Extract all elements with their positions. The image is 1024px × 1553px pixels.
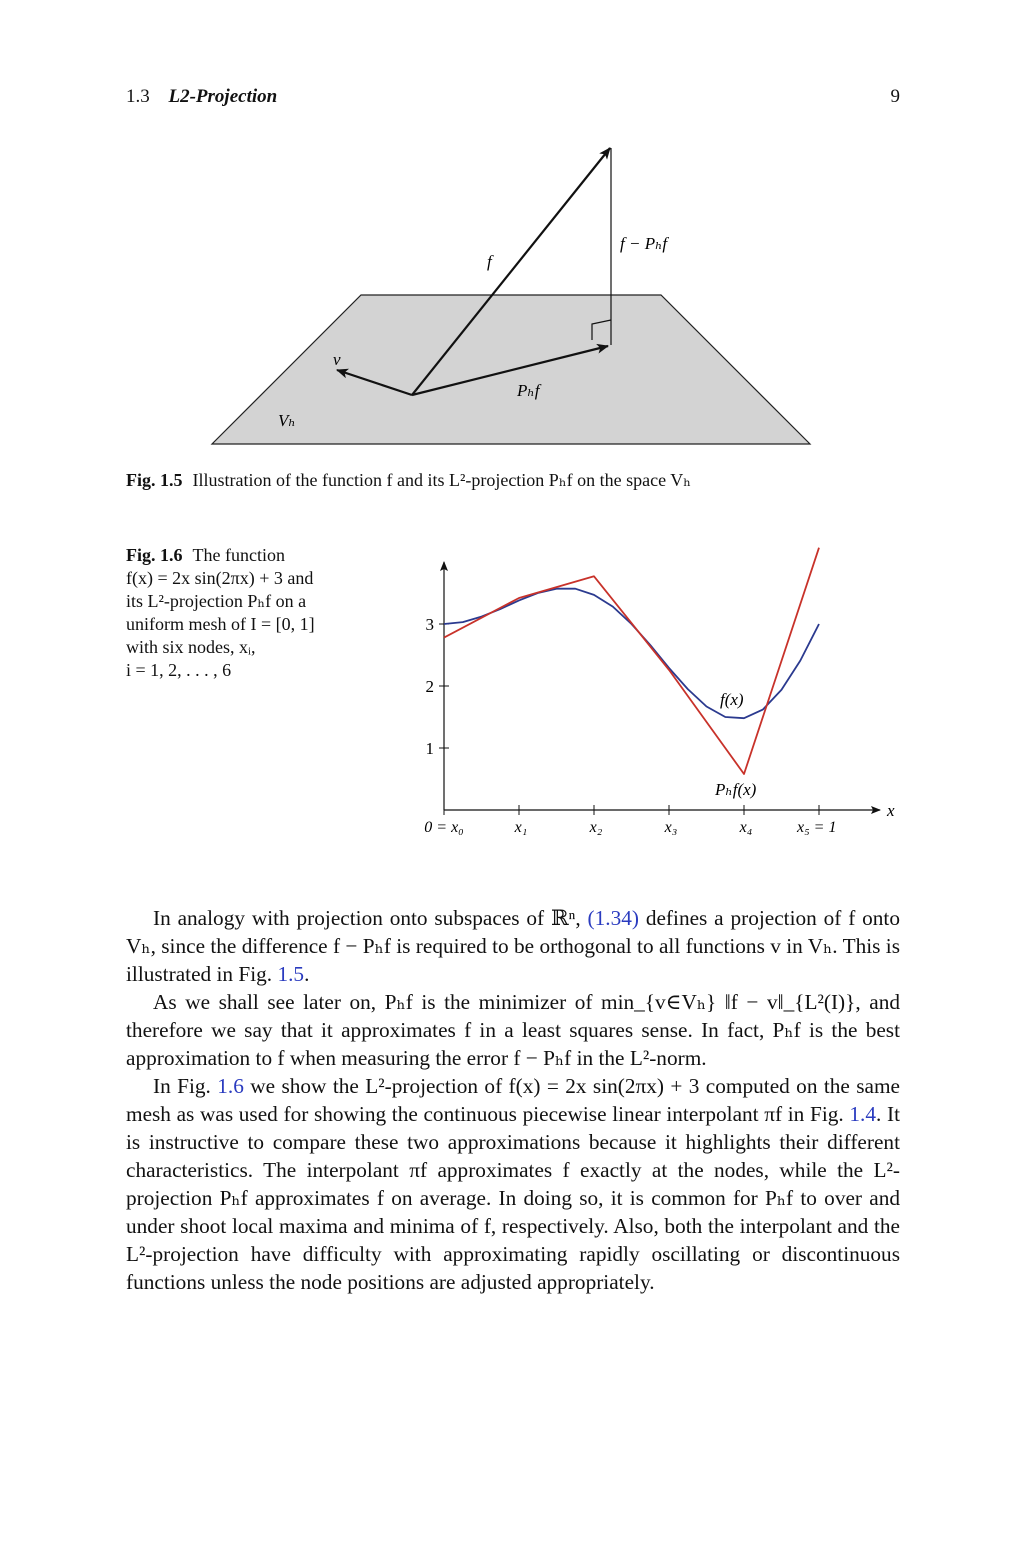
text-run: defines a projection of f onto Vₕ, since the difference f − Pₕf is required to be orthogonal to all functions v in Vₕ. This is illustrated in Fig. bbox=[126, 906, 900, 986]
caption-line: uniform mesh of I = [0, 1] bbox=[126, 614, 315, 634]
text-run: As we shall see later on, Pₕf is the minimizer of min_{v∈Vₕ} ‖f − v‖_{L²(I)}, and therefore we say that it approximates f in a least squares sense. In fact, Pₕf is the best approximation to f when measuring the error f − Pₕf in the L²-norm. bbox=[126, 990, 900, 1070]
reference-link[interactable]: 1.6 bbox=[217, 1074, 244, 1098]
section-title: L2-Projection bbox=[168, 86, 278, 107]
paragraph bbox=[126, 904, 900, 988]
annotation-projection: Pₕf(x) bbox=[715, 780, 757, 799]
x-tick-label: x₄ bbox=[739, 819, 753, 836]
caption-label: Fig. 1.5 bbox=[126, 470, 183, 490]
reference-link[interactable]: (1.34) bbox=[587, 906, 639, 930]
label-projection: Pₕf bbox=[517, 381, 540, 400]
running-header bbox=[126, 86, 277, 108]
body-text bbox=[126, 904, 900, 1296]
label-space: Vₕ bbox=[278, 411, 296, 430]
x-tick-label: 0 = x₀ bbox=[424, 819, 464, 836]
caption-line: its L²-projection Pₕf on a bbox=[126, 591, 307, 611]
caption-label: Fig. 1.6 bbox=[126, 545, 183, 565]
caption-text: Illustration of the function f and its L²-projection Pₕf on the space Vₕ bbox=[192, 470, 692, 490]
x-tick-label: x₂ bbox=[589, 819, 603, 836]
x-tick-label: x₁ bbox=[514, 819, 528, 836]
figure-1-6-chart bbox=[0, 540, 1024, 850]
series-projection-line bbox=[444, 548, 819, 774]
caption-line: with six nodes, xᵢ, bbox=[126, 637, 256, 657]
y-tick-label: 3 bbox=[425, 615, 434, 634]
caption-line: f(x) = 2x sin(2πx) + 3 and bbox=[126, 568, 314, 588]
text-run: . It is instructive to compare these two approximations because it highlights their different characteristics. The interpolant πf approximates f exactly at the nodes, while the L²-projection Pₕf approximates f on average. In doing so, it is common for Pₕf to over and under shoot local maxima and minima of f, respectively. Also, both the interpolant and the L²-projection have difficulty with approximating rapidly oscillating or discontinuous functions unless the node positions are adjusted appropriately. bbox=[126, 1102, 900, 1294]
y-tick-label: 1 bbox=[425, 739, 434, 758]
caption-line: The function bbox=[192, 545, 285, 565]
text-run: In Fig. bbox=[153, 1074, 218, 1098]
text-run: we show the L²-projection of f(x) = 2x sin(2πx) + 3 computed on the same mesh as was used for showing the continuous piecewise linear interpolant πf in Fig. bbox=[126, 1074, 901, 1126]
x-tick-label: x₅ = 1 bbox=[797, 819, 837, 836]
annotation-f: f(x) bbox=[720, 690, 744, 709]
text-run: . bbox=[304, 962, 310, 986]
text-run: In analogy with projection onto subspaces of ℝⁿ, bbox=[153, 906, 588, 930]
paragraph bbox=[126, 1072, 900, 1296]
figure-1-5-caption bbox=[126, 470, 906, 491]
section-number: 1.3 bbox=[126, 86, 150, 107]
caption-line: i = 1, 2, . . . , 6 bbox=[126, 660, 232, 680]
y-tick-label: 2 bbox=[425, 677, 434, 696]
figure-1-5-diagram bbox=[0, 130, 1024, 460]
label-f: f bbox=[487, 252, 492, 271]
label-residual: f − Pₕf bbox=[620, 234, 668, 253]
reference-link[interactable]: 1.4 bbox=[849, 1102, 876, 1126]
page-number: 9 bbox=[890, 86, 900, 107]
x-axis-label: x bbox=[887, 801, 895, 820]
paragraph bbox=[126, 988, 900, 1072]
label-v: v bbox=[333, 350, 341, 369]
reference-link[interactable]: 1.5 bbox=[277, 962, 305, 986]
x-tick-label: x₃ bbox=[664, 819, 678, 836]
